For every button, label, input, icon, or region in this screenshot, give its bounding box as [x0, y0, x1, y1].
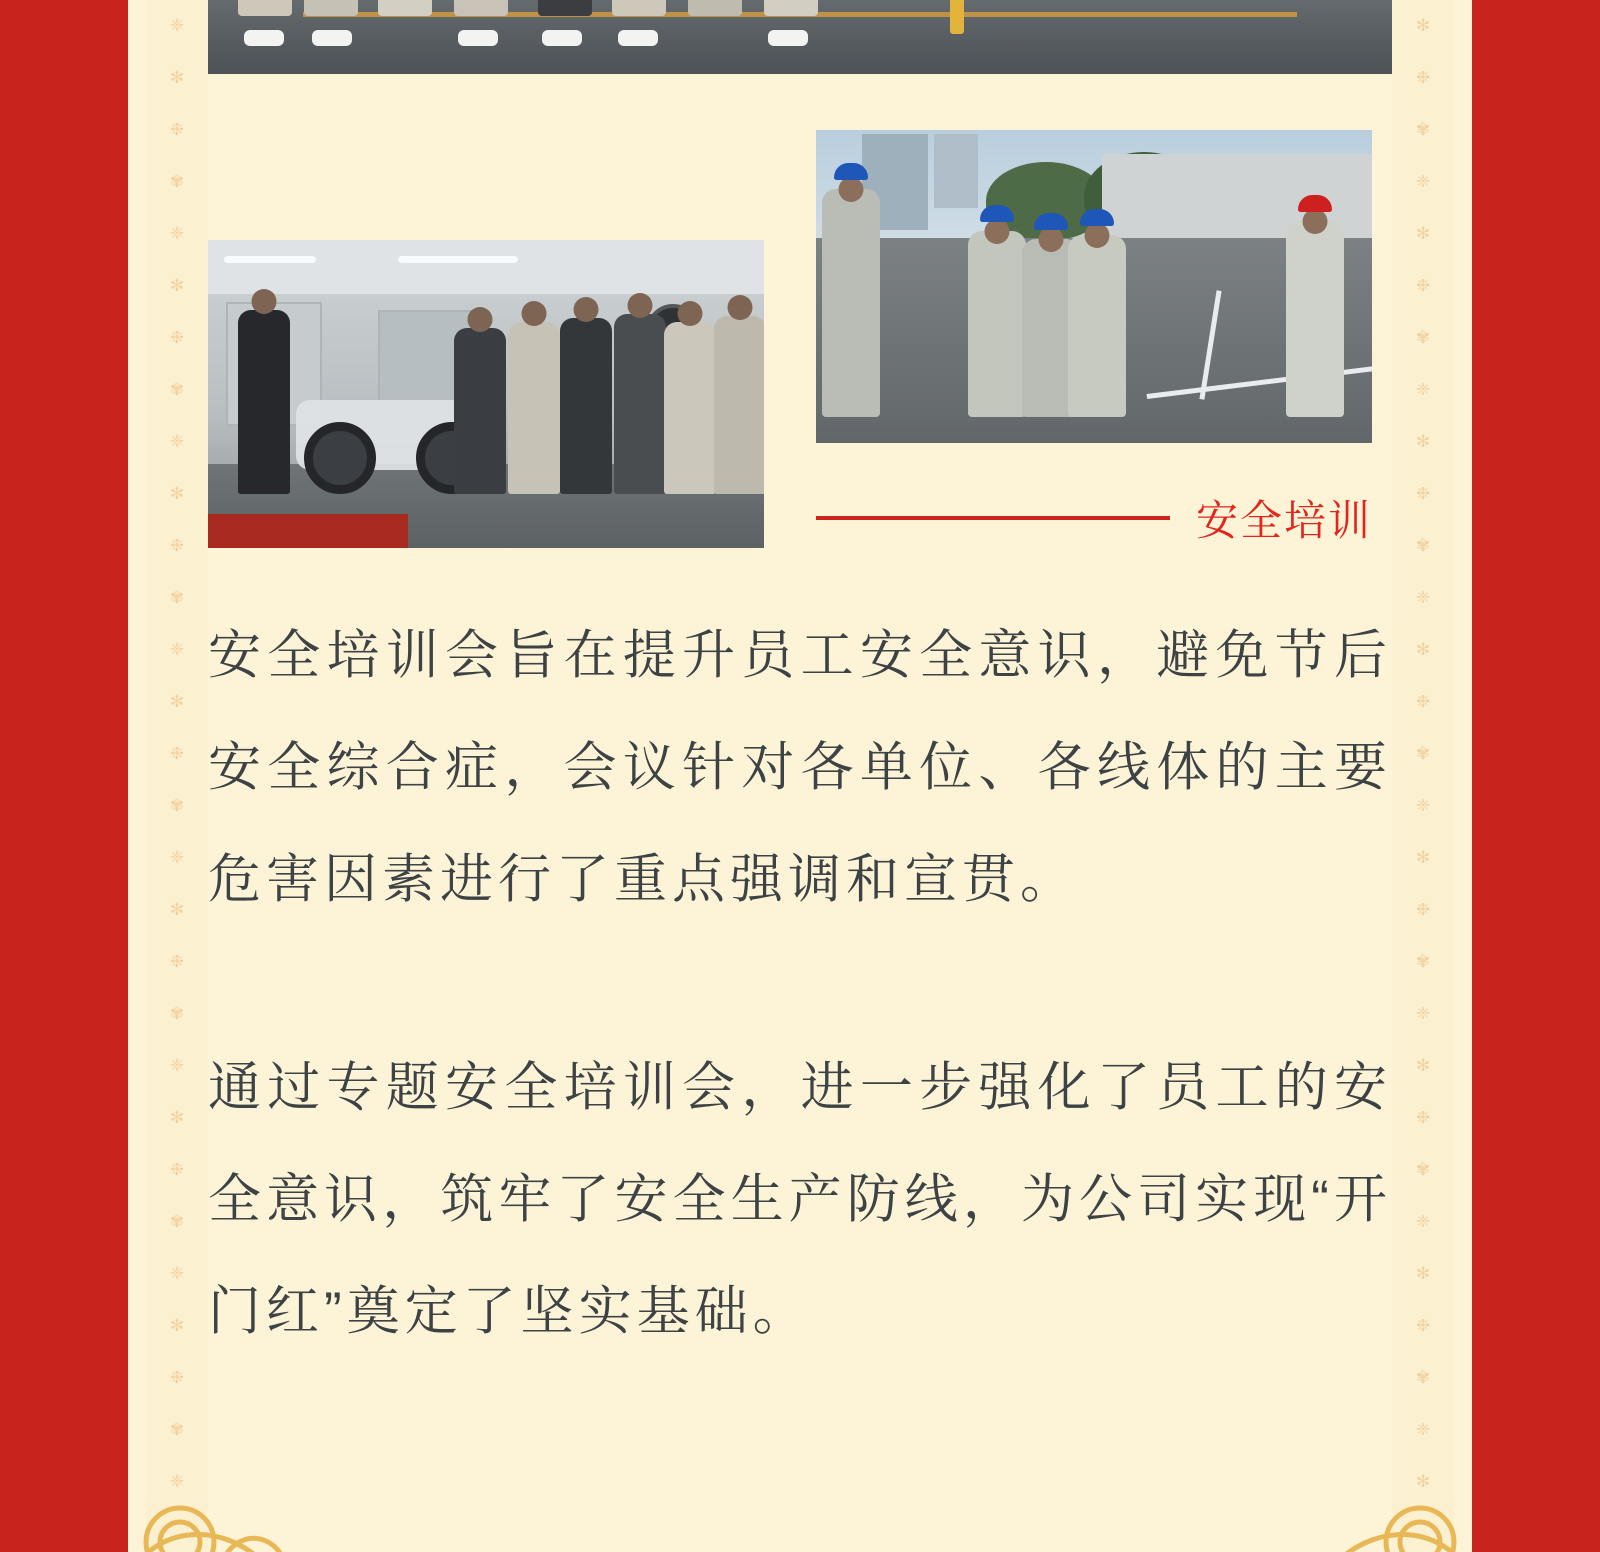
right-border-gap — [1454, 0, 1472, 1552]
photo-top-person — [688, 0, 742, 16]
paragraph-2: 通过专题安全培训会，进一步强化了员工的安全意识，筑牢了安全生产防线，为公司实现“开门红”奠定了坚实基础。 — [208, 1058, 1392, 1341]
photo-left-person — [454, 328, 506, 494]
photo-top-person — [238, 0, 292, 16]
photo-top-person — [454, 0, 508, 16]
photo-top-person — [378, 0, 432, 16]
photo-left-person — [664, 322, 716, 494]
left-border-gap — [128, 0, 146, 1552]
photo-left-ceiling — [208, 240, 764, 294]
photo-right-person — [822, 189, 880, 417]
photo-left-person — [714, 316, 764, 494]
section-divider — [816, 516, 1170, 520]
photo-top-person — [304, 0, 358, 16]
photo-right-person — [1068, 235, 1126, 417]
photo-top-pole — [950, 0, 964, 34]
photo-left-light-tube — [224, 256, 316, 263]
right-red-border — [1472, 0, 1600, 1552]
photo-workers-lineup-indoor — [208, 0, 1392, 74]
section-label-row — [816, 488, 1372, 548]
photo-left-wheel — [304, 422, 376, 494]
photo-left-person — [614, 314, 666, 494]
photo-top-person — [764, 0, 818, 16]
photo-left-person — [560, 318, 612, 494]
paragraph-1: 安全培训会旨在提升员工安全意识，避免节后安全综合症，会议针对各单位、各线体的主要危害因素进行了重点强调和宣贯。 — [208, 626, 1392, 909]
photo-right-building — [934, 134, 978, 208]
photo-left-light-tube — [398, 256, 518, 263]
photo-workshop-motorcycle-briefing — [208, 240, 764, 548]
content-column — [208, 0, 1392, 1552]
photo-left-person — [238, 310, 290, 494]
section-title: 安全培训 — [1195, 497, 1372, 544]
photo-top-person — [538, 0, 592, 16]
right-ornament-glyphs: ✻ ❉ ✾ ❈ ✻ ❉ ✾ ❈ ✻ ❉ ✾ ❈ ✻ ❉ ✾ ❈ ✻ ❉ ✾ ❈ ✻ ❉ ✾ ❈ ✻ ❉ ✾ ❈ ✻ — [1415, 16, 1431, 1491]
left-ornament-glyphs: ❈ ✻ ❉ ✾ ❈ ✻ ❉ ✾ ❈ ✻ ❉ ✾ ❈ ✻ ❉ ✾ ❈ ✻ ❉ ✾ ❈ ✻ ❉ ✾ ❈ ✻ ❉ ✾ ❈ — [169, 16, 185, 1491]
photo-left-red-carpet — [208, 514, 408, 548]
photo-left-person — [508, 322, 560, 494]
photo-top-person — [612, 0, 666, 16]
left-red-border — [0, 0, 128, 1552]
body-text — [208, 600, 1392, 1464]
photo-outdoor-lineup-blue-caps — [816, 130, 1372, 443]
photo-right-person — [1286, 221, 1344, 417]
photo-right-person — [968, 231, 1026, 417]
